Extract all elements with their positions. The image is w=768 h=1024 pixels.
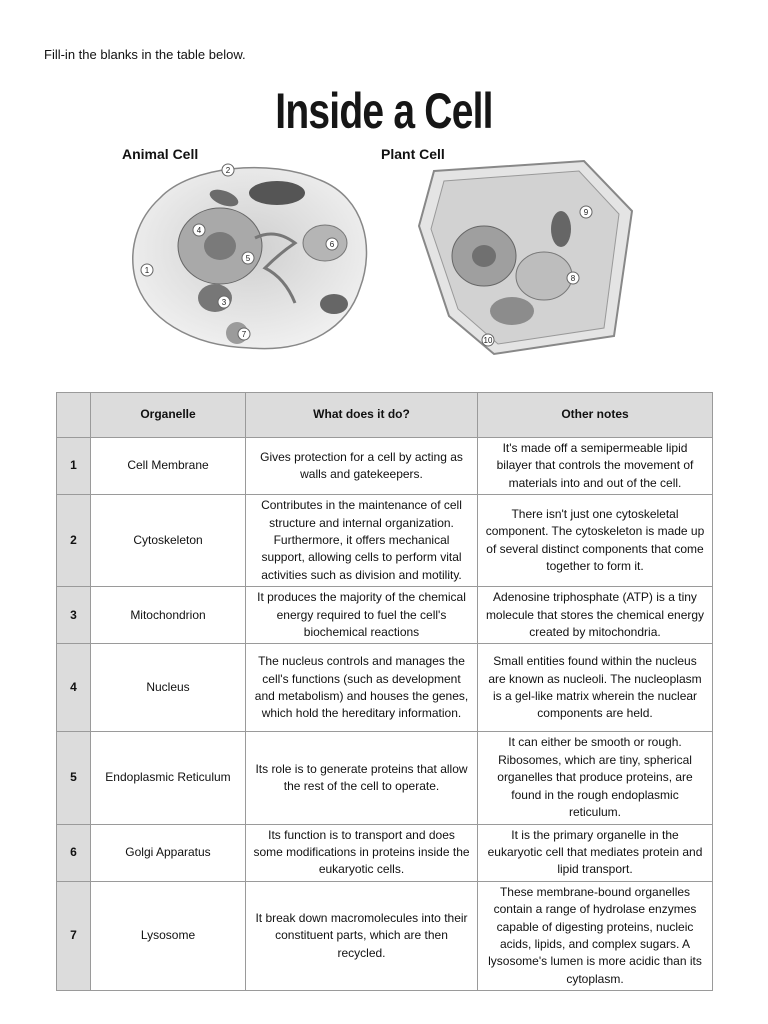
organelle-name: Cytoskeleton (91, 495, 246, 587)
marker-10: 10 (483, 336, 493, 345)
marker-4: 4 (196, 226, 202, 235)
marker-5: 5 (245, 254, 251, 263)
organelle-function: It break down macromolecules into their constituent parts, which are then recycled. (246, 881, 478, 990)
marker-3: 3 (221, 298, 227, 307)
organelle-name: Golgi Apparatus (91, 824, 246, 881)
marker-2: 2 (225, 166, 231, 175)
table-row (57, 495, 713, 587)
organelle-name: Cell Membrane (91, 438, 246, 495)
organelle-function: Contributes in the maintenance of cell structure and internal organization. Furthermore, it offers mechanical support, allowing cells to perform vital activities such as division and motility. (246, 495, 478, 587)
organelle-name: Endoplasmic Reticulum (91, 732, 246, 824)
animal-cell-illustration (120, 158, 380, 358)
organelle-notes: It's made off a semipermeable lipid bilayer that controls the movement of materials into and out of the cell. (478, 438, 713, 495)
marker-1: 1 (144, 266, 150, 275)
organelle-notes: It is the primary organelle in the eukaryotic cell that mediates protein and lipid transport. (478, 824, 713, 881)
marker-9: 9 (583, 208, 589, 217)
header-number (57, 393, 91, 438)
table-row (57, 732, 713, 824)
organelle-function: It produces the majority of the chemical energy required to fuel the cell's biochemical reactions (246, 587, 478, 644)
table-row (57, 438, 713, 495)
organelle-name: Mitochondrion (91, 587, 246, 644)
marker-8: 8 (570, 274, 576, 283)
header-notes: Other notes (478, 393, 713, 438)
organelle-function: Gives protection for a cell by acting as walls and gatekeepers. (246, 438, 478, 495)
organelle-name: Nucleus (91, 644, 246, 732)
row-number: 5 (57, 732, 91, 824)
organelle-notes: Small entities found within the nucleus are known as nucleoli. The nucleoplasm is a gel-like matrix wherein the nuclear components are held. (478, 644, 713, 732)
header-organelle: Organelle (91, 393, 246, 438)
table-row (57, 644, 713, 732)
row-number: 6 (57, 824, 91, 881)
marker-6: 6 (329, 240, 335, 249)
table-header-row (57, 393, 713, 438)
instruction-text: Fill-in the blanks in the table below. (44, 47, 246, 62)
organelle-name: Lysosome (91, 881, 246, 990)
organelle-function: Its role is to generate proteins that allow the rest of the cell to operate. (246, 732, 478, 824)
table-row (57, 824, 713, 881)
animal-cell-label: Animal Cell (122, 146, 199, 162)
row-number: 3 (57, 587, 91, 644)
page-title: Inside a Cell (275, 83, 493, 139)
marker-7: 7 (241, 330, 247, 339)
row-number: 1 (57, 438, 91, 495)
row-number: 7 (57, 881, 91, 990)
header-what: What does it do? (246, 393, 478, 438)
table-row (57, 587, 713, 644)
organelle-function: Its function is to transport and does some modifications in proteins inside the eukaryotic cells. (246, 824, 478, 881)
row-number: 2 (57, 495, 91, 587)
table-row (57, 881, 713, 990)
plant-cell-label: Plant Cell (381, 146, 445, 162)
plant-cell-illustration (414, 156, 639, 356)
row-number: 4 (57, 644, 91, 732)
organelle-notes: Adenosine triphosphate (ATP) is a tiny molecule that stores the chemical energy created by mitochondria. (478, 587, 713, 644)
organelle-table (56, 392, 713, 991)
organelle-notes: There isn't just one cytoskeletal component. The cytoskeleton is made up of several distinct components that come together to form it. (478, 495, 713, 587)
organelle-notes: These membrane-bound organelles contain a range of hydrolase enzymes capable of digesting proteins, nucleic acids, lipids, and complex sugars. A lysosome's lumen is more acidic than its cytoplasm. (478, 881, 713, 990)
organelle-notes: It can either be smooth or rough. Ribosomes, which are tiny, spherical organelles that produce proteins, are found in the rough endoplasmic reticulum. (478, 732, 713, 824)
organelle-function: The nucleus controls and manages the cell's functions (such as development and metabolism) and houses the genes, which hold the hereditary information. (246, 644, 478, 732)
